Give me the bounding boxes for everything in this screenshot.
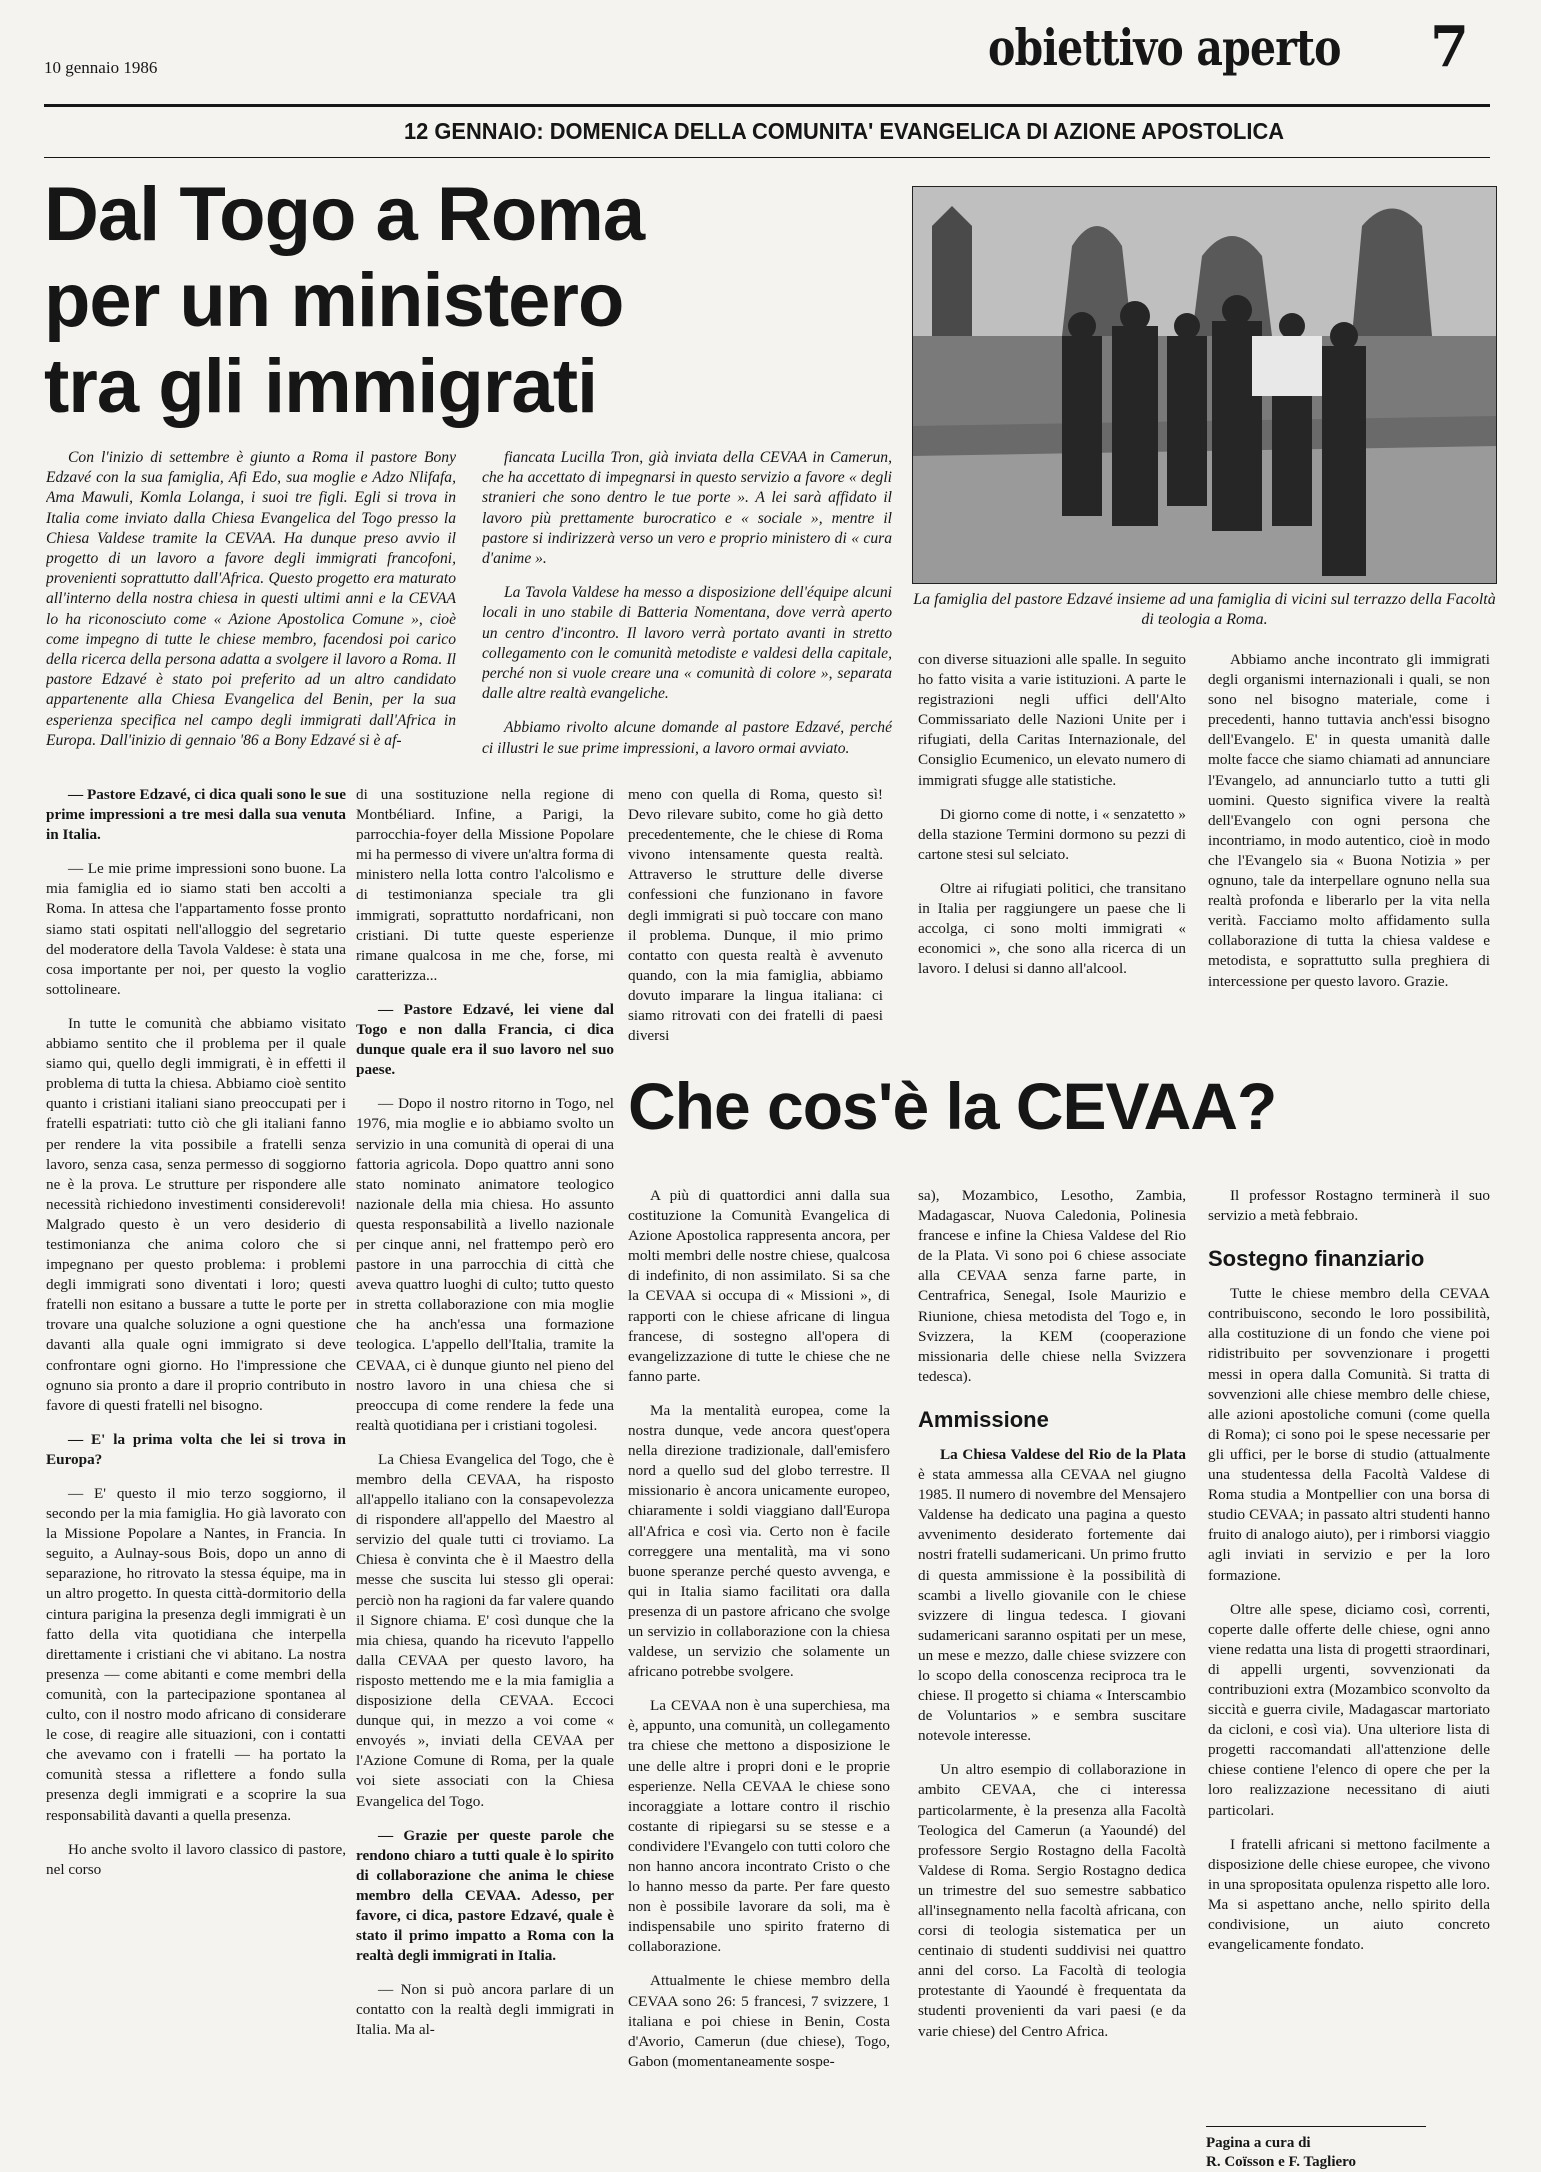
interview-column-1 bbox=[46, 785, 346, 2155]
credit-line: Pagina a cura di bbox=[1206, 2135, 1311, 2151]
interview-column-4 bbox=[918, 650, 1186, 1050]
interview-answer: Di giorno come di notte, i « senzatetto » della stazione Termini dormono su pezzi di cartone stesi sul selciato. bbox=[918, 805, 1186, 863]
cevaa-paragraph: Ma la mentalità europea, come la nostra dunque, vede ancora quest'opera nella direzione tradizionale, dall'emisfero nord a quello sud del globo terrestre. Il missionario è ancora unicamente europeo, chiaramente i soldi viaggiano dall'Europa all'Africa e così via. Certo non è facile correggere una mentalità, ma vi sono buone speranze perché questo avvenga, e qui in Italia siamo facilitati ora dalla presenza di un pastore africano che svolge un servizio in collaborazione con la chiesa valdese, un servizio che solamente un africano potrebbe svolgere. bbox=[628, 1401, 890, 1681]
cevaa-paragraph: Il professor Rostagno terminerà il suo servizio a metà febbraio. bbox=[1208, 1187, 1490, 1225]
headline-line: per un ministero bbox=[44, 258, 624, 343]
cevaa-paragraph: La CEVAA non è una superchiesa, ma è, appunto, una comunità, un collegamento tra chiese che mettono a disposizione le une delle altre i propri doni e le proprie esperienze. Nella CEVAA le chiese sono incoraggiate a lottare contro il rischio costante di ripiegarsi su se stesse e a condividere l'Evangelo con tutti coloro che non hanno ancora incontrato Cristo o che lo hanno messo da parte. Per fare questo non è possibile lavorare da soli, ma è indispensabile uno spirito fraterno di collaborazione. bbox=[628, 1697, 890, 1956]
family-photo-image bbox=[912, 186, 1497, 584]
subhead-sostegno: Sostegno finanziario bbox=[1208, 1246, 1425, 1272]
interview-column-3 bbox=[628, 785, 883, 1050]
interview-answer: Oltre ai rifugiati politici, che transitano in Italia per raggiungere un paese che li accolga, ci sono molti immigrati « economici », che sono alla ricerca di un lavoro. I delusi si danno all'alcool. bbox=[918, 879, 1186, 978]
cevaa-paragraph: sa), Mozambico, Lesotho, Zambia, Madagascar, Nuova Caledonia, Polinesia francese e infine la Chiesa Valdese del Rio de la Plata. Vi sono poi 6 chiese associate alla CEVAA senza farne parte, in Centrafrica, Senegal, Isole Maurizio e Riunione, chiesa metodista del Togo e, in Svizzera, la KEM (cooperazione missionaria delle chiese nella Svizzera tedesca). bbox=[918, 1187, 1186, 1385]
interview-answer: — E' questo il mio terzo soggiorno, il secondo per la mia famiglia. Ho già lavorato con la Missione Popolare a Nantes, in Francia. In seguito, a Aulnay-sous Bois, dopo un anno di separazione, ho ritrovato la stessa équipe, ma in un altro progetto. In questa città-dormitorio della cintura parigina la presenza degli immigrati è un fatto della vita quotidiana che interpella direttamente i cristiani che vi abitano. La nostra presenza — come abitanti e come membri della comunità, con la partecipazione spontanea al culto, con il nostro modo africano di considerare le cose, di reagire alle situazioni, con i contatti che avevamo con i fratelli — ha portato la comunità stessa a riflettere a fondo sulla presenza degli immigrati e a scoprire la sua responsabilità davanti a quella presenza. bbox=[46, 1485, 346, 1824]
intro-column-1 bbox=[46, 448, 456, 828]
cevaa-column-1 bbox=[628, 1186, 890, 2141]
interview-answer: meno con quella di Roma, questo sì! Devo rilevare subito, come ho già detto precedentemente, che le chiese di Roma vivono intensamente questa realtà. Attraverso le strutture delle diverse confessioni che funzionano in favore degli immigrati si può toccare con mano il problema. Dunque, il mio primo contatto con questa realtà è avvenuto quando, con la mia famiglia, abbiamo dovuto imparare la lingua italiana: ci siamo ritrovati con dei fratelli di paesi diversi bbox=[628, 786, 883, 1045]
masthead: obiettivo aperto bbox=[988, 18, 1341, 77]
interview-question: — Grazie per queste parole che rendono chiaro a tutti quale è lo spirito di collaborazione che anima le chiese membro della CEVAA. Adesso, per favore, ci dica, pastore Edzavé, quale è stato il primo impatto a Roma con la realtà degli immigrati in Italia. bbox=[356, 1826, 614, 1965]
interview-question: — Pastore Edzavé, lei viene dal Togo e non dalla Francia, ci dica dunque quale era il suo lavoro nel suo paese. bbox=[356, 1000, 614, 1079]
interview-column-5 bbox=[1208, 650, 1490, 1050]
interview-answer: — Non si può ancora parlare di un contatto con la realtà degli immigrati in Italia. Ma al- bbox=[356, 1981, 614, 2039]
intro-paragraph: fiancata Lucilla Tron, già inviata della CEVAA in Camerun, che ha accettato di impegnarsi in questo servizio a favore « degli stranieri che sono dentro le tue porte ». A lei sarà affidato il lavoro più prettamente burocratico e « sociale », mentre il pastore si indirizzerà verso un vero e proprio ministero di « cura d'anime ». bbox=[482, 449, 892, 568]
cevaa-paragraph: Oltre alle spese, diciamo così, correnti, coperte dalle offerte delle chiese, ogni anno viene redatta una lista di progetti straordinari, di appelli urgenti, sovvenzionati da contribuzioni extra (Mozambico sconvolto da siccità e guerra civile, Madagascar martoriato da cicloni, e così via). Una ulteriore lista di progetti raccomandati all'attenzione delle chiese contiene l'elenco di opere che per la loro realizzazione necessitano di aiuti particolari. bbox=[1208, 1600, 1490, 1819]
headline-line: Dal Togo a Roma bbox=[44, 172, 645, 257]
lead-text: è stata ammessa alla CEVAA nel giugno 1985. Il numero di novembre del Mensajero Valdense ha dedicato una pagina a questo avvenimento desiderato fortemente dai nostri fratelli sudamericani. Un primo frutto di questa ammissione è la possibilità di scambi a livello giovanile con le chiese svizzere di lingua tedesca. I giovani sudamericani saranno ospitati per un mese, un mese e mezzo, dalle chiese svizzere con lo scopo della conoscenza reciproca tra le chiese. Il progetto si chiama « Interscambio de Voluntarios » e sembra suscitare notevole interesse. bbox=[918, 1466, 1186, 1745]
cevaa-paragraph: I fratelli africani si mettono facilmente a disposizione delle chiese europee, che vivono in una spropositata opulenza rispetto alle loro. Ma si aspettano anche, nello spirito della condivisione, un aiuto concreto evangelicamente fondato. bbox=[1208, 1835, 1490, 1954]
intro-paragraph: La Tavola Valdese ha messo a disposizione dell'équipe alcuni locali in uno stabile di Batteria Nomentana, dove verrà aperto un centro d'incontro. Il lavoro verrà portato avanti in stretto collegamento con le comunità metodiste e valdesi della capitale, perché non si vuole creare una « comunità di colore », separata dalle altre realtà evangeliche. bbox=[482, 584, 892, 703]
interview-column-2 bbox=[356, 785, 614, 2155]
page-credit bbox=[1206, 2134, 1356, 2172]
page-number: 7 bbox=[1430, 14, 1469, 80]
interview-question: — E' la prima volta che lei si trova in Europa? bbox=[46, 1430, 346, 1468]
cevaa-headline: Che cos'è la CEVAA? bbox=[628, 1069, 1277, 1143]
issue-date: 10 gennaio 1986 bbox=[44, 58, 158, 77]
family-photo bbox=[912, 186, 1497, 584]
headline-line: tra gli immigrati bbox=[44, 344, 598, 429]
cevaa-paragraph: Attualmente le chiese membro della CEVAA sono 26: 5 francesi, 7 svizzere, 1 italiana e poi chiese in Benin, Costa d'Avorio, Camerun (due chiese), Togo, Gabon (momentaneamente sospe- bbox=[628, 1972, 890, 2070]
interview-answer: con diverse situazioni alle spalle. In seguito ho fatto visita a varie istituzioni. A parte le registrazioni negli uffici dell'Alto Commissariato delle Nazioni Unite per i rifugiati, della Caritas Internazionale, del Consiglio Ecumenico, un elevato numero di immigrati sfugge alle statistiche. bbox=[918, 651, 1186, 789]
lead-in: La Chiesa Valdese del Rio de la Plata bbox=[940, 1445, 1186, 1463]
intro-paragraph: Abbiamo rivolto alcune domande al pastore Edzavé, perché ci illustri le sue prime impressioni, a lavoro ormai avviato. bbox=[482, 719, 892, 757]
cevaa-paragraph: Tutte le chiese membro della CEVAA contribuiscono, secondo le loro possibilità, alla costituzione di un fondo che viene poi ridistribuito per sovvenzionare i progetti messi in opera dalla Comunità. Si tratta di sovvenzioni alle chiese membro delle chiese, alle azioni apostoliche comuni (come quella di Roma); ci sono poi le spese necessarie per gli uffici, per le borse di studio (attualmente una studentessa della Facoltà Valdese di Roma studia a Montpellier con una borsa di studio CEVAA; in passato altri studenti hanno fruito di analogo aiuto), per i rimborsi viaggio agli inviati in servizio e per la loro formazione. bbox=[1208, 1285, 1490, 1584]
interview-answer: Ho anche svolto il lavoro classico di pastore, nel corso bbox=[46, 1840, 346, 1878]
interview-answer: di una sostituzione nella regione di Montbéliard. Infine, a Parigi, la parrocchia-foyer della Missione Popolare mi ha permesso di vivere un'altra forma di ministero nella lotta contro l'alcolismo e di testimonianza speciale tra gli immigrati, soprattutto nordafricani, non cristiani. Di tutte queste esperienze rimane qualcosa in me che, forse, mi caratterizza... bbox=[356, 786, 614, 984]
cevaa-paragraph bbox=[918, 1445, 1186, 1746]
cevaa-paragraph: Un altro esempio di collaborazione in ambito CEVAA, che ci interessa particolarmente, è la presenza alla Facoltà Teologica del Camerun (a Yaoundé) del professore Sergio Rostagno della Facoltà Valdese di Roma. Sergio Rostagno dedica un trimestre del suo semestre sabbatico all'insegnamento nella facoltà africana, con corsi di teologia sistematica per un centinaio di studenti suddivisi nei quattro anni del corso. La Facoltà di teologia protestante di Yaoundé è frequentata da studenti provenienti da vari paesi (e da varie chiese) del Centro Africa. bbox=[918, 1761, 1186, 2040]
cevaa-paragraph: A più di quattordici anni dalla sua costituzione la Comunità Evangelica di Azione Apostolica rappresenta ancora, per molti membri delle nostre chiese, qualcosa di indefinito, di non assimilato. Si sa che la CEVAA si occupa di « Missioni », di rapporti con le chiese africane di lingua francese, di sostegno all'opera di evangelizzazione di tutte le chiese che ne fanno parte. bbox=[628, 1187, 890, 1385]
cevaa-column-2 bbox=[918, 1186, 1186, 2141]
cevaa-column-3 bbox=[1208, 1186, 1490, 2116]
interview-answer: In tutte le comunità che abbiamo visitato abbiamo sentito che il problema per il quale siamo qui, quello degli immigrati, è in effetti il problema di tutta la chiesa. Abbiamo cioè sentito quanto i cristiani italiani siano preoccupati per i fratelli espatriati: tutto ciò che gli italiani fanno per rendere la vita possibile a fratelli senza lavoro, senza casa, senza permesso di soggiorno ne è la prova. Le strutture per rispondere alle necessità richiedono investimenti considerevoli! Malgrado questo è un vero desiderio di testimonianza che anima coloro che si impegnano per questo problema: i problemi degli immigrati sono diventati i loro; questi fratelli non esitano a bussare a tutte le porte per trovare una qualche soluzione a ogni questione davanti alla quale ogni immigrato si deve confrontare ogni giorno. Ho l'impressione che ognuno sia pronto a dare il proprio contributo in favore di questi fratelli nel bisogno. bbox=[46, 1014, 346, 1414]
interview-question: — Pastore Edzavé, ci dica quali sono le sue prime impressioni a tre mesi dalla sua venuta in Italia. bbox=[46, 786, 346, 844]
subhead-ammissione: Ammissione bbox=[918, 1406, 1049, 1432]
header-rule bbox=[44, 104, 1490, 107]
photo-caption: La famiglia del pastore Edzavé insieme ad una famiglia di vicini sul terrazzo della Facoltà di teologia a Roma. bbox=[913, 591, 1496, 628]
interview-answer: La Chiesa Evangelica del Togo, che è membro della CEVAA, ha risposto all'appello italiano con la consapevolezza di rispondere all'appello del Maestro al servizio del quale tutti ci troviamo. La Chiesa è convinta che è il Maestro della messe che suscita lui stesso gli operai: perciò non ha ragioni da far valere quando il Signore chiama. E' così dunque che la mia chiesa, quando ha ricevuto l'appello dalla CEVAA per questo lavoro, ha risposto mettendo me e la mia famiglia a disposizione della CEVAA. Eccoci dunque qui, in mezzo a voi come « envoyés », inviati della CEVAA per l'Azione Comune di Roma, per la quale voi siete associati con la Chiesa Evangelica del Togo. bbox=[356, 1450, 614, 1810]
intro-paragraph: Con l'inizio di settembre è giunto a Roma il pastore Bony Edzavé con la sua famiglia, Afi Edo, sua moglie e Adzo Nlifafa, Ama Mawuli, Komla Lolanga, i suoi tre figli. Egli si trova in Italia come inviato dalla Chiesa Evangelica del Togo presso la Chiesa Valdese tramite la CEVAA. Ha dunque preso avvio il progetto di un lavoro a favore degli immigrati francofoni, provenienti soprattutto dall'Africa. Questo progetto era maturato all'interno della nostra chiesa in questi ultimi anni e la CEVAA lo ha riconosciuto come « Azione Apostolica Comune », cioè come impegno di tutte le chiese membro, facendosi poi carico della ricerca della persona adatta a svolgere il lavoro a Roma. Il pastore Edzavé è stato poi preferito ad un altro candidato appartenente alla Chiesa Evangelica del Benin, per la sua esperienza specifica nel campo degli immigrati dall'Africa in Europa. Dall'inizio di gennaio '86 a Bony Edzavé si è af- bbox=[46, 449, 456, 749]
article-headline bbox=[44, 172, 924, 430]
intro-column-2 bbox=[482, 448, 892, 828]
interview-answer: — Dopo il nostro ritorno in Togo, nel 1976, mia moglie e io abbiamo svolto un servizio in una comunità di operai di una fattoria agricola. Dopo quattro anni sono stato nominato animatore teologico nazionale della mia chiesa. Ho assunto questa responsabilità a livello nazionale per cinque anni, nel frattempo però ero pastore in una parrocchia di città che aveva quattro luoghi di culto; tutto questo in stretta collaborazione con mia moglie che ha anch'essa una formazione teologica. L'appello dell'Italia, tramite la CEVAA, ci è dunque giunto nel pieno del nostro lavoro in una chiesa che si preoccupa di come rendere la fede una realtà quotidiana per i cristiani togolesi. bbox=[356, 1095, 614, 1434]
kicker-rule bbox=[44, 157, 1490, 158]
credit-rule bbox=[1206, 2126, 1426, 2127]
interview-answer: — Le mie prime impressioni sono buone. La mia famiglia ed io siamo stati ben accolti a Roma. In attesa che l'appartamento fosse pronto siamo stati ospitati nell'alloggio del segretario del moderatore della Tavola Valdese: è stata una cosa importante per noi, per questo la voglio sottolineare. bbox=[46, 860, 346, 998]
interview-answer: Abbiamo anche incontrato gli immigrati degli organismi internazionali i quali, se non sono nel bisogno materiale, come i precedenti, hanno tuttavia anch'essi bisogno dell'Evangelo. E' in questa umanità dalle molte facce che siamo chiamati ad annunciare l'Evangelo, ad annunciarlo tutto a tutti gli uomini. Questo significa vivere la realtà dell'Evangelo con ogni persona che incontriamo, in modo autentico, cioè in modo che l'Evangelo sia « Buona Notizia » per ognuno, tale da interpellare ognuno nella sua realtà profonda e liberarlo per la vita nella verità. Facciamo molto affidamento sulla collaborazione di tutta la chiesa valdese e metodista, e soprattutto sulla preghiera di intercessione per questo lavoro. Grazie. bbox=[1208, 651, 1490, 990]
section-kicker: 12 GENNAIO: DOMENICA DELLA COMUNITA' EVANGELICA DI AZIONE APOSTOLICA bbox=[404, 118, 1285, 144]
credit-line: R. Coïsson e F. Tagliero bbox=[1206, 2154, 1357, 2170]
